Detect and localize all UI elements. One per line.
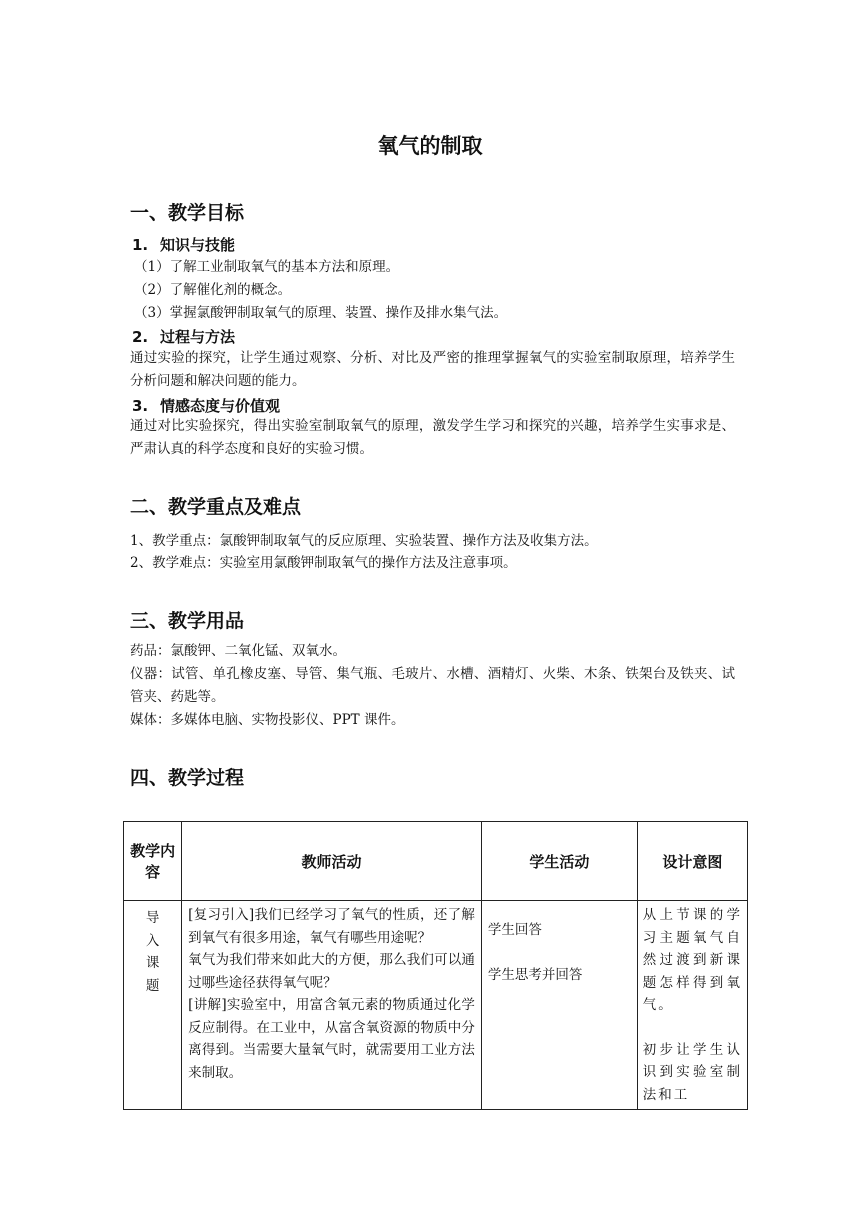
- paragraph-attitudes: 通过对比实验探究，得出实验室制取氧气的原理，激发学生学习和探究的兴趣，培养学生实事求是、严肃认真的科学态度和良好的实验习惯。: [130, 418, 735, 457]
- table-header-content: 教学内容: [124, 822, 182, 901]
- goal-item: （3）掌握氯酸钾制取氧气的原理、装置、操作及排水集气法。: [134, 305, 508, 321]
- section-heading-materials: 三、教学用品: [130, 610, 245, 632]
- subheading-number: 1.: [132, 236, 149, 254]
- section-heading-key-points: 二、教学重点及难点: [130, 496, 302, 518]
- table-header-student: 学生活动: [481, 822, 637, 901]
- design-paragraph: 初步让学生认识到实验室制法和工: [642, 1041, 742, 1103]
- content-char: 题: [145, 977, 160, 994]
- table-header-row: [124, 822, 748, 901]
- table-header-design: 设计意图: [637, 822, 747, 901]
- goal-item: （2）了解催化剂的概念。: [134, 282, 292, 298]
- cell-design-intent: [637, 901, 747, 1110]
- subheading-text: 过程与方法: [160, 328, 236, 346]
- materials-item: 药品：氯酸钾、二氧化锰、双氧水。: [130, 643, 346, 659]
- paragraph-process-methods: 通过实验的探究，让学生通过观察、分析、对比及严密的推理掌握氧气的实验室制取原理，培养学生分析问题和解决问题的能力。: [130, 350, 735, 389]
- student-line: 学生思考并回答: [487, 966, 583, 983]
- key-point-item: 2、教学难点：实验室用氯酸钾制取氧气的操作方法及注意事项。: [130, 555, 517, 571]
- section-heading-goals: 一、教学目标: [130, 202, 245, 224]
- document-title: 氧气的制取: [377, 134, 483, 158]
- lesson-process-table: [123, 821, 748, 1110]
- design-paragraph: 从上节课的学习主题氧气自然过渡到新课题怎样得到氧气。: [642, 907, 742, 1013]
- cell-teacher-activity: [182, 901, 482, 1110]
- subheading-attitudes: [132, 395, 280, 416]
- content-char: 课: [145, 955, 160, 971]
- teacher-paragraph: [讲解]实验室中，用富含氧元素的物质通过化学反应制得。在工业中，从富含氧资源的物质中分离得到。当需要大量氧气时，就需要用工业方法来制取。: [188, 997, 475, 1081]
- subheading-number: 2.: [132, 328, 149, 346]
- subheading-text: 情感态度与价值观: [160, 397, 281, 415]
- cell-content: [124, 901, 182, 1110]
- cell-student-activity: [481, 901, 637, 1110]
- key-point-item: 1、教学重点：氯酸钾制取氧气的反应原理、实验装置、操作方法及收集方法。: [130, 533, 598, 549]
- materials-item: 仪器：试管、单孔橡皮塞、导管、集气瓶、毛玻片、水槽、酒精灯、火柴、木条、铁架台及铁夹、试管夹、药匙等。: [130, 666, 735, 705]
- content-char: 入: [145, 932, 160, 949]
- goal-item: （1）了解工业制取氧气的基本方法和原理。: [134, 259, 400, 275]
- teacher-paragraph: [复习引入]我们已经学习了氧气的性质，还了解到氧气有很多用途，氧气有哪些用途呢？: [188, 907, 475, 946]
- subheading-text: 知识与技能: [160, 236, 236, 254]
- student-line: 学生回答: [487, 922, 542, 938]
- table-header-teacher: 教师活动: [182, 822, 482, 901]
- content-char: 导: [145, 910, 160, 926]
- table-row: [124, 901, 748, 1110]
- materials-item: 媒体：多媒体电脑、实物投影仪、PPT 课件。: [130, 712, 405, 728]
- section-heading-process: 四、教学过程: [130, 767, 245, 789]
- subheading-process-methods: [132, 326, 235, 347]
- teacher-paragraph: 氧气为我们带来如此大的方便，那么我们可以通过哪些途径获得氧气呢？: [188, 952, 475, 991]
- subheading-number: 3.: [132, 397, 149, 415]
- subheading-knowledge: [132, 234, 235, 255]
